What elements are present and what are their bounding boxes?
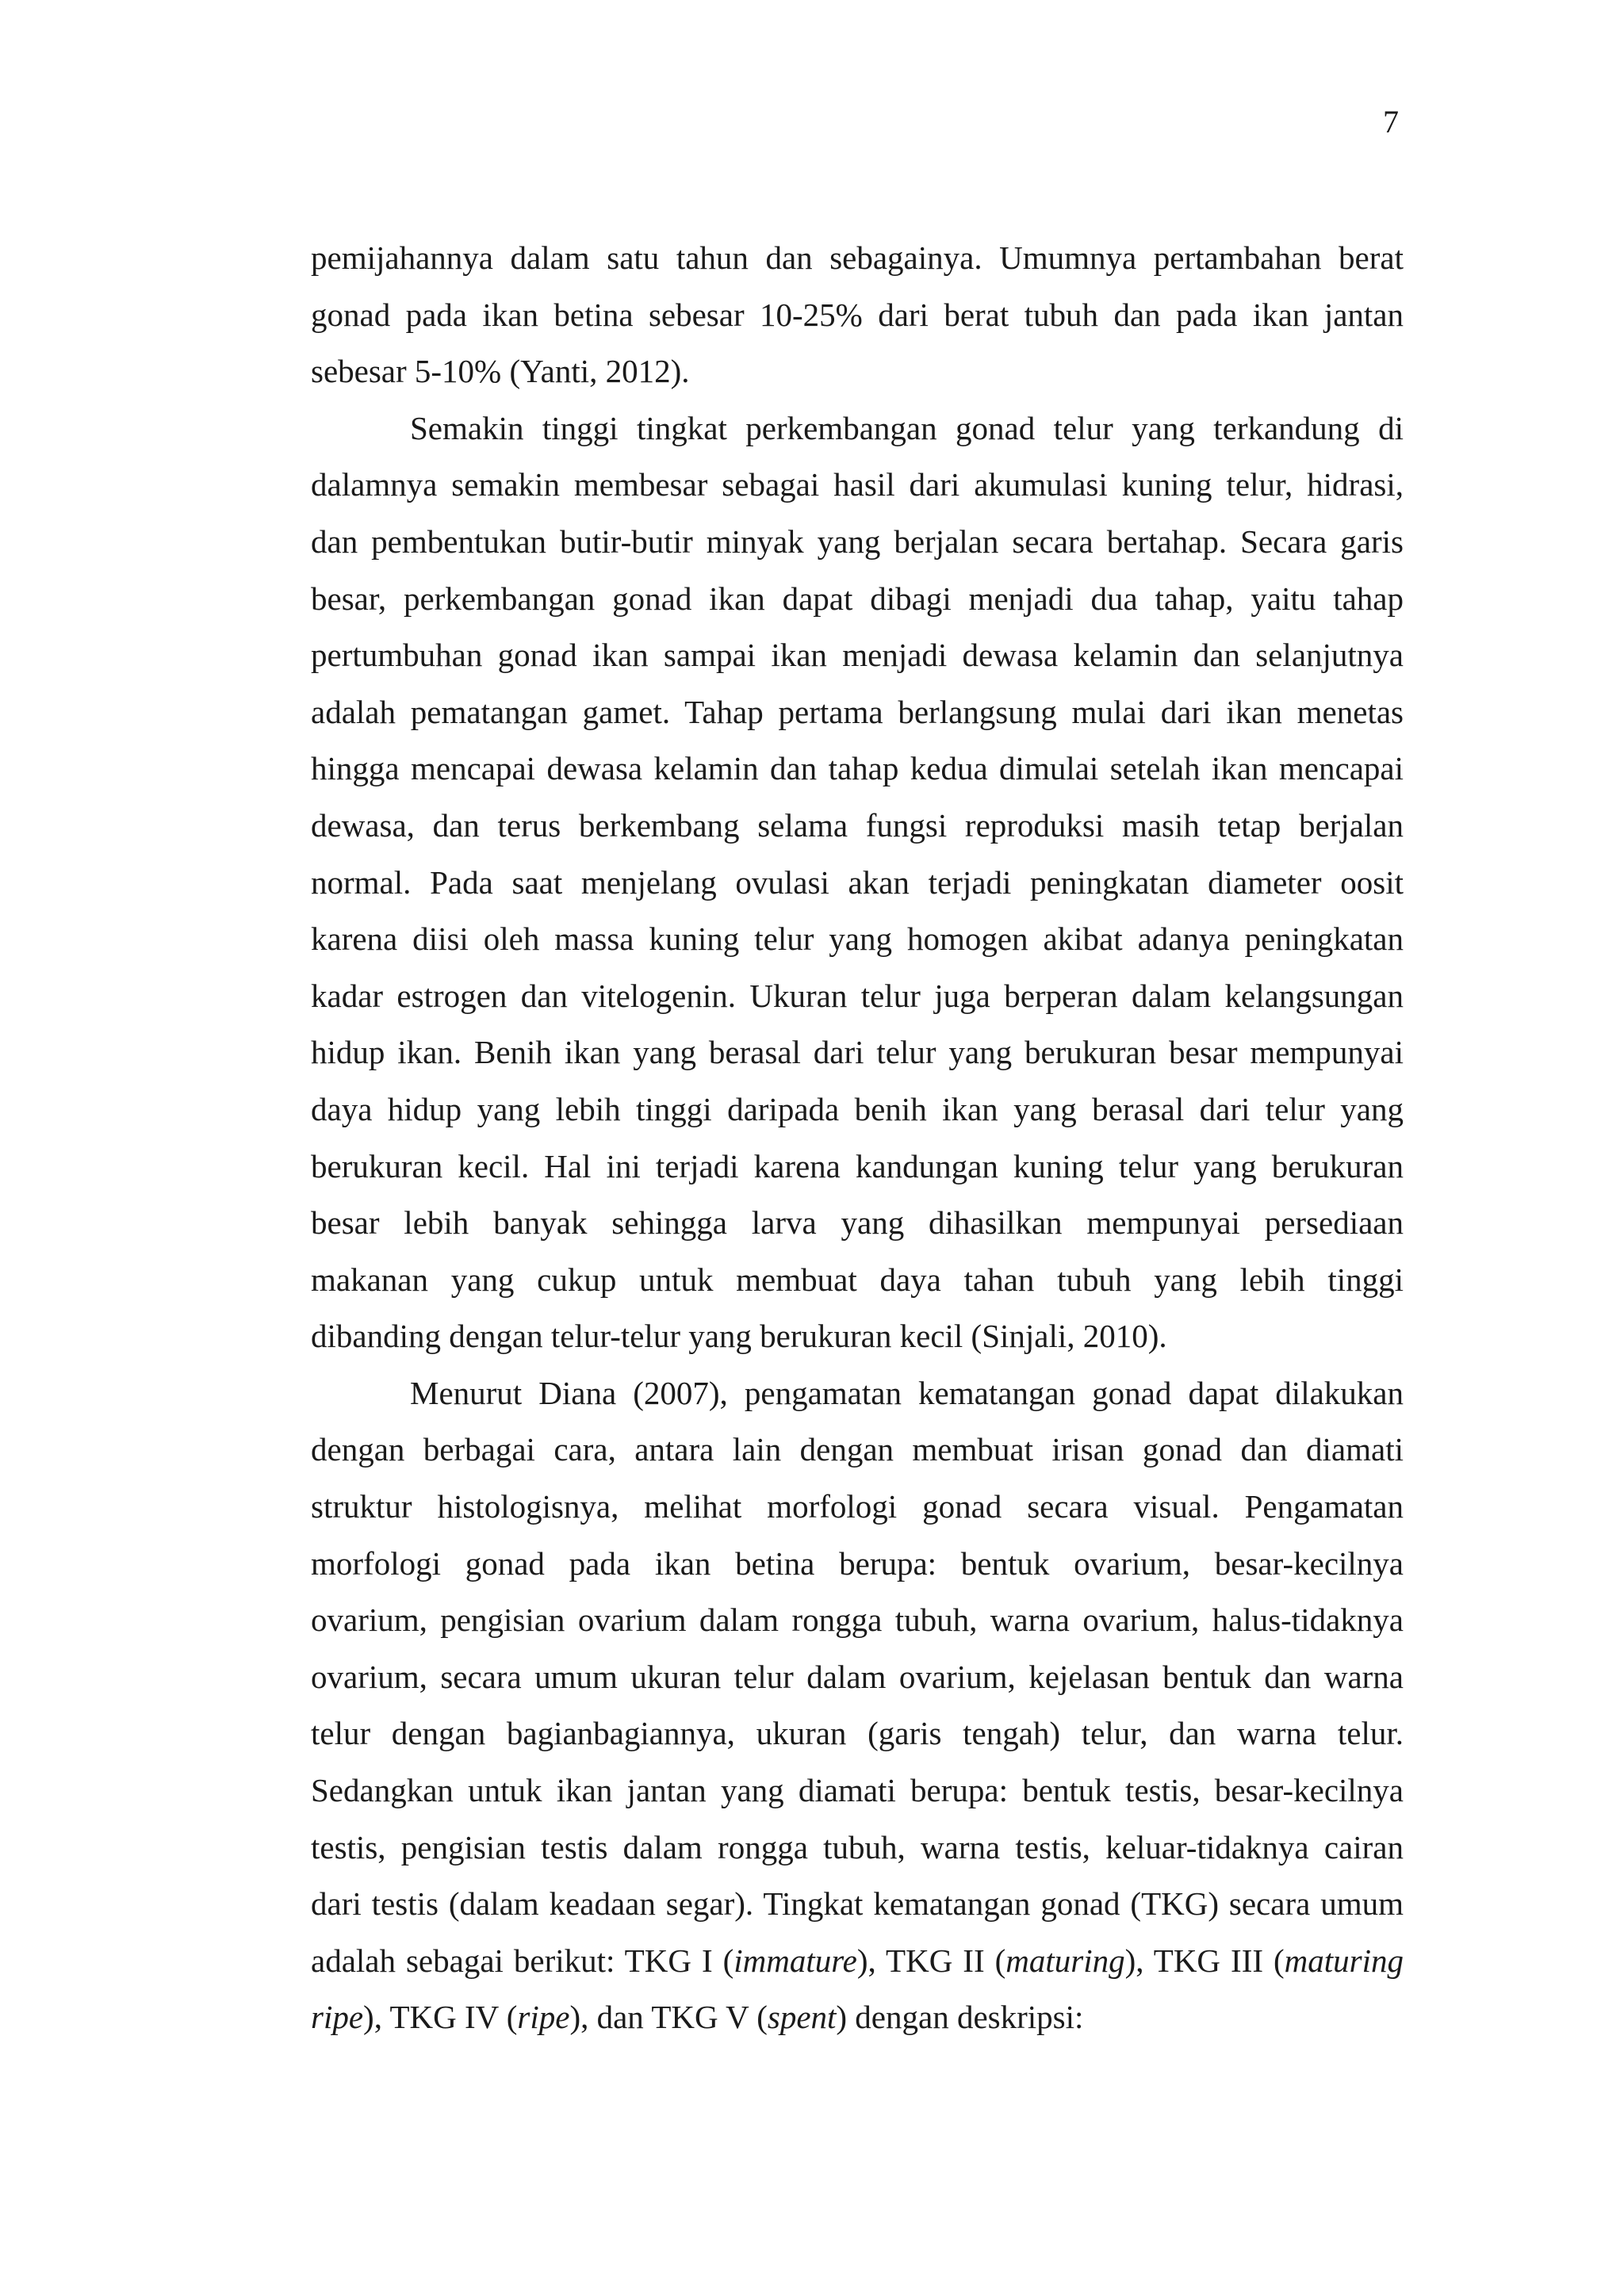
text-line: Menurut Diana (2007), pengamatan kematangan gonad dapat dilakukan [410, 1374, 1404, 1411]
text-line: daya hidup yang lebih tinggi daripada benih ikan yang berasal dari telur yang [311, 1090, 1404, 1127]
paragraph-3 [311, 1365, 1404, 2046]
italic-term: spent [767, 1999, 837, 2036]
text-line: dalamnya semakin membesar sebagai hasil dari akumulasi kuning telur, hidrasi, [311, 466, 1404, 503]
text-run: ), TKG IV ( [363, 1999, 518, 2036]
text-line: Sedangkan untuk ikan jantan yang diamati berupa: bentuk testis, besar-kecilnya [311, 1772, 1404, 1809]
text-line: gonad pada ikan betina sebesar 10-25% dari berat tubuh dan pada ikan jantan [311, 296, 1404, 333]
text-line: dari testis (dalam keadaan segar). Tingkat kematangan gonad (TKG) secara umum [311, 1885, 1404, 1923]
text-line: hingga mencapai dewasa kelamin dan tahap kedua dimulai setelah ikan mencapai [311, 750, 1404, 787]
italic-term: ripe [311, 1999, 364, 2036]
text-line: ovarium, pengisian ovarium dalam rongga tubuh, warna ovarium, halus-tidaknya [311, 1601, 1404, 1639]
page-number: 7 [1383, 104, 1399, 140]
text-line: hidup ikan. Benih ikan yang berasal dari telur yang berukuran besar mempunyai [311, 1034, 1404, 1071]
text-line: normal. Pada saat menjelang ovulasi akan terjadi peningkatan diameter oosit [311, 863, 1404, 901]
text-line: testis, pengisian testis dalam rongga tubuh, warna testis, keluar-tidaknya cairan [311, 1828, 1404, 1866]
italic-term: immature [733, 1942, 857, 1979]
text-line: dengan berbagai cara, antara lain dengan membuat irisan gonad dan diamati [311, 1431, 1404, 1468]
text-run: ) dengan deskripsi: [836, 1999, 1084, 2036]
text-line: struktur histologisnya, melihat morfologi gonad secara visual. Pengamatan [311, 1488, 1404, 1525]
text-line: dewasa, dan terus berkembang selama fungsi reproduksi masih tetap berjalan [311, 806, 1404, 844]
text-line: pertumbuhan gonad ikan sampai ikan menjadi dewasa kelamin dan selanjutnya [311, 637, 1404, 674]
paragraph-1 [311, 230, 1404, 400]
text-line: pemijahannya dalam satu tahun dan sebagainya. Umumnya pertambahan berat [311, 239, 1404, 276]
text-line-final [311, 1989, 1404, 2046]
text-line: sebesar 5-10% (Yanti, 2012). [311, 353, 690, 390]
text-line: telur dengan bagianbagiannya, ukuran (garis tengah) telur, dan warna telur. [311, 1715, 1404, 1752]
text-line: berukuran kecil. Hal ini terjadi karena kandungan kuning telur yang berukuran [311, 1147, 1404, 1184]
text-line: ovarium, secara umum ukuran telur dalam ovarium, kejelasan bentuk dan warna [311, 1658, 1404, 1695]
text-line: adalah pematangan gamet. Tahap pertama berlangsung mulai dari ikan menetas [311, 693, 1404, 730]
paragraph-2 [311, 400, 1404, 1365]
text-line: besar lebih banyak sehingga larva yang dihasilkan mempunyai persediaan [311, 1204, 1404, 1242]
italic-term: maturing [1284, 1942, 1404, 1979]
text-line-tkg [311, 1933, 1404, 1990]
text-line: besar, perkembangan gonad ikan dapat dibagi menjadi dua tahap, yaitu tahap [311, 580, 1404, 617]
italic-term: maturing [1005, 1942, 1125, 1979]
text-line: dibanding dengan telur-telur yang berukuran kecil (Sinjali, 2010). [311, 1318, 1167, 1355]
text-line: Semakin tinggi tingkat perkembangan gonad telur yang terkandung di [410, 409, 1404, 446]
text-run: ), TKG III ( [1124, 1942, 1285, 1979]
text-line: makanan yang cukup untuk membuat daya tahan tubuh yang lebih tinggi [311, 1261, 1404, 1298]
text-line: karena diisi oleh massa kuning telur yang homogen akibat adanya peningkatan [311, 920, 1404, 958]
text-run: ), TKG II ( [856, 1942, 1006, 1979]
text-line: dan pembentukan butir-butir minyak yang berjalan secara bertahap. Secara garis [311, 522, 1404, 560]
italic-term: ripe [517, 1999, 570, 2036]
body-text [311, 230, 1404, 2046]
text-run: adalah sebagai berikut: TKG I ( [311, 1942, 734, 1979]
text-line: kadar estrogen dan vitelogenin. Ukuran telur juga berperan dalam kelangsungan [311, 977, 1404, 1014]
text-run: ), dan TKG V ( [569, 1999, 768, 2036]
text-line: morfologi gonad pada ikan betina berupa: bentuk ovarium, besar-kecilnya [311, 1544, 1404, 1582]
